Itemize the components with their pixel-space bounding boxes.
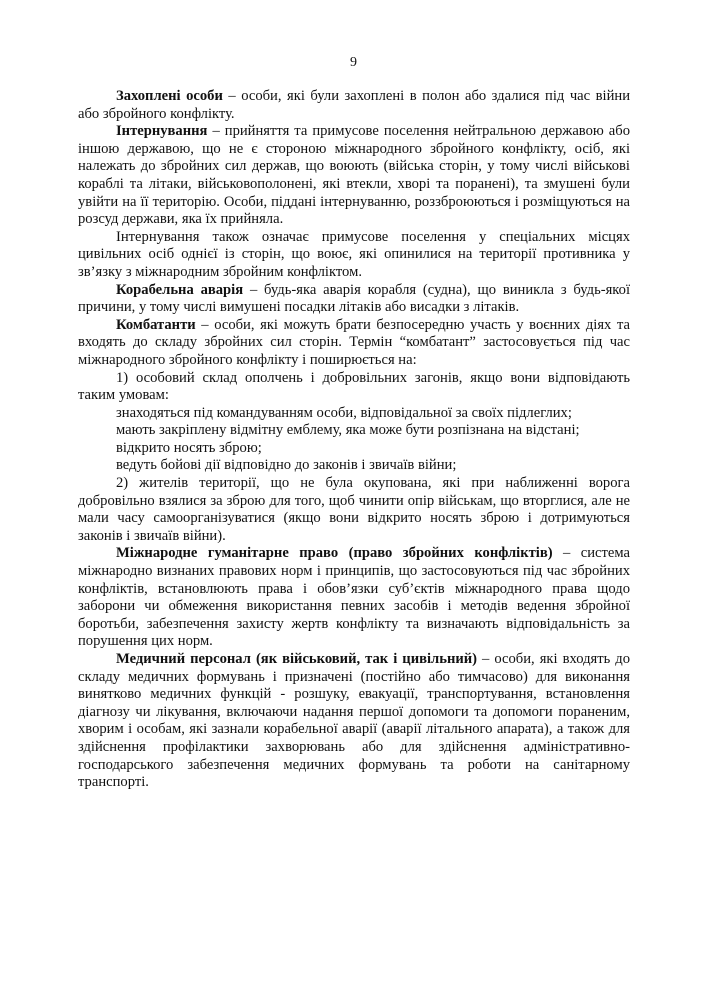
term-captured-persons: Захоплені особи (116, 88, 223, 104)
text-residents: 2) жителів території, що не була окупована, які при наближенні ворога добровільно взялися за зброю для того, щоб чинити опір військам, що вторглися, але не мали часу самоорганізуватися (якщо вони відкрито носять зброю і дотримуються законів і звичаїв війни). (78, 475, 630, 544)
paragraph-internment-civilians (78, 229, 630, 282)
page-number: 9 (350, 55, 357, 70)
condition-command (78, 405, 630, 423)
term-ihl: Міжнародне гуманітарне право (право збройних конфліктів) (116, 545, 553, 562)
text-emblem: мають закріплену відмітну емблему, яка може бути розпізнана на відстані; (116, 422, 580, 439)
paragraph-captured-persons (78, 88, 630, 123)
list-item-militia (78, 370, 630, 405)
paragraph-combatants (78, 317, 630, 370)
paragraph-internment (78, 123, 630, 229)
paragraph-medical-personnel (78, 651, 630, 792)
condition-emblem (78, 422, 630, 440)
definition-shipwreck: – будь-яка аварія корабля (судна), що виникла з будь-якої причини, у тому числі вимушені посадки літаків або висадки з літаків. (78, 281, 631, 316)
paragraph-ihl (78, 545, 630, 651)
definition-captured-persons: – особи, які були захоплені в полон або здалися під час війни або збройного конфлікту. (78, 88, 630, 122)
definition-combatants: – особи, які можуть брати безпосередню участь у воєнних діях та входять до складу збройних сил сторін. Термін “комбатант” застосовується під час міжнародного збройного конфлікту і поширюється на: (78, 316, 630, 368)
condition-laws (78, 457, 630, 475)
condition-arms (78, 440, 630, 458)
text-militia: 1) особовий склад ополчень і добровільних загонів, якщо вони відповідають таким умовам: (78, 369, 630, 404)
term-internment: Інтернування (116, 123, 208, 140)
term-medical-personnel: Медичний персонал (як військовий, так і цивільний) (116, 651, 478, 667)
term-shipwreck: Корабельна аварія (116, 281, 244, 298)
definition-ihl: – система міжнародно визнаних правових норм і принципів, що застосовуються під час збройних конфліктів, встановлюють права і обов’язки суб’єктів міжнародного права щодо заборони чи обмеження використання певних засобів і методів ведення збройної боротьби, забезпечення захисту жертв конфлікту та визначають відповідальність за порушення цих норм. (78, 545, 631, 650)
paragraph-shipwreck (78, 282, 630, 317)
text-internment-civilians: Інтернування також означає примусове поселення у спеціальних місцях цивільних осіб однієї із сторін, що воює, які опинилися на території противника у зв’язку з міжнародним збройним конфліктом. (78, 228, 630, 280)
text-laws: ведуть бойові дії відповідно до законів і звичаїв війни; (116, 457, 457, 474)
definition-medical-personnel: – особи, які входять до складу медичних формувань і призначені (постійно або тимчасово) для виконання винятково медичних функцій - розшуку, евакуації, транспортування, встановлення діагнозу чи лікування, включаючи надання першої допомоги та допомоги пораненим, хворим і особам, які зазнали корабельної аварії (аварії літального апарата), а також для здійснення профілактики захворювань або для здійснення адміністративно-господарського забезпечення медичних формувань та роботи на санітарному транспорті. (78, 651, 630, 791)
text-arms: відкрито носять зброю; (116, 439, 262, 456)
text-command: знаходяться під командуванням особи, відповідальної за своїх підлеглих; (116, 404, 572, 421)
document-body (78, 88, 630, 792)
list-item-residents (78, 475, 630, 545)
definition-internment: – прийняття та примусове поселення нейтральною державою або іншою державою, що не є стороною міжнародного збройного конфлікту, осіб, які належать до збройних сил держав, що воюють (війська сторін, у тому числі військові кораблі та літаки, військовополонені, які втекли, хворі та поранені), та змушені були увійти на її територію. Особи, піддані інтернуванню, роззброюються і розміщуються на розсуд держави, яка їх прийняла. (78, 123, 630, 228)
term-combatants: Комбатанти (116, 316, 196, 333)
